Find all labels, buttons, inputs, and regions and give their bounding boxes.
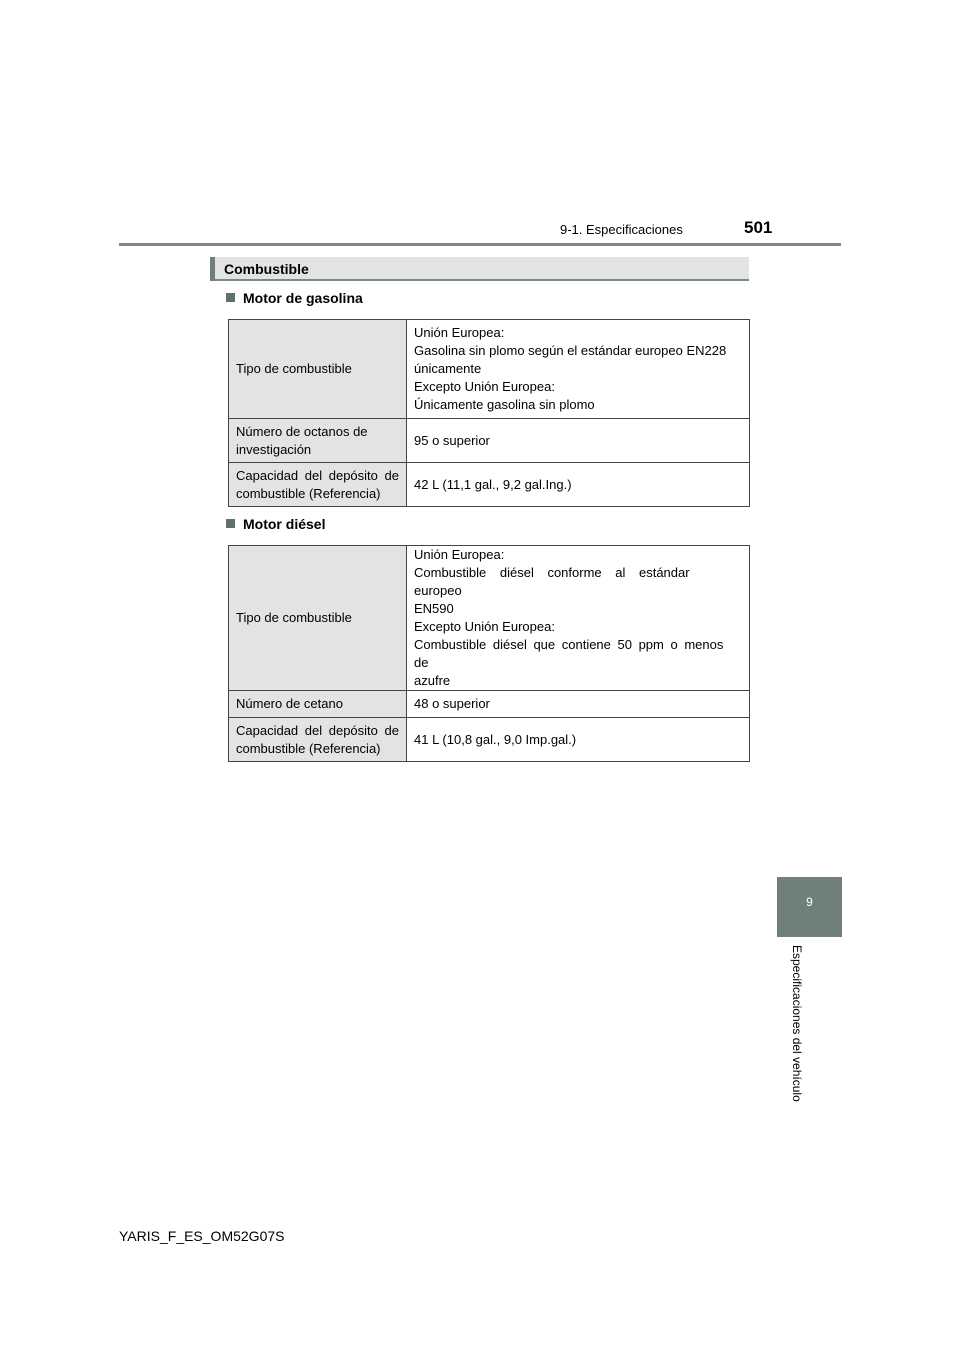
diesel-spec-table [228, 545, 750, 762]
table-row [229, 320, 750, 419]
value-line: azufre [414, 673, 451, 688]
header-divider [119, 243, 841, 246]
row-key [229, 718, 407, 762]
row-value: 41 L (10,8 gal., 9,0 Imp.gal.) [407, 718, 750, 762]
table-row [229, 463, 750, 507]
value-line: Excepto Unión Europea: [414, 379, 555, 394]
chapter-label: Especificaciones del vehículo [790, 945, 804, 1102]
value-line: Excepto Unión Europea: [414, 619, 555, 634]
value-line: EN590 [414, 601, 454, 616]
row-key: Número de cetano [229, 691, 407, 718]
key-line: Capacidad del depósito de [236, 722, 399, 738]
square-bullet-icon [226, 519, 235, 528]
row-key: Tipo de combustible [229, 320, 407, 419]
key-line: Capacidad del depósito de [236, 467, 399, 483]
row-value: 42 L (11,1 gal., 9,2 gal.Ing.) [407, 463, 750, 507]
value-line: Unión Europea: [414, 325, 505, 340]
value-line: Combustible diésel conforme al estándar europeo [414, 565, 690, 598]
subheading-gasoline-label: Motor de gasolina [243, 290, 363, 306]
section-accent [210, 257, 215, 281]
row-key [229, 463, 407, 507]
row-key [229, 419, 407, 463]
value-line: Únicamente gasolina sin plomo [414, 397, 595, 412]
table-row [229, 419, 750, 463]
footer-code: YARIS_F_ES_OM52G07S [119, 1228, 285, 1244]
value-line: únicamente [414, 361, 482, 376]
subheading-diesel-label: Motor diésel [243, 516, 326, 532]
table-row [229, 546, 750, 691]
subheading-gasoline [226, 290, 363, 306]
row-key: Tipo de combustible [229, 546, 407, 691]
table-row [229, 718, 750, 762]
section-title: Combustible [224, 261, 309, 277]
chapter-tab [777, 877, 842, 937]
key-line: Número de octanos de [236, 423, 368, 439]
row-value [407, 320, 750, 419]
row-value [407, 546, 750, 691]
gasoline-spec-table [228, 319, 750, 507]
key-line: combustible (Referencia) [236, 485, 381, 501]
row-value: 95 o superior [407, 419, 750, 463]
value-line: Combustible diésel que contiene 50 ppm o menos de [414, 637, 724, 670]
value-line: Gasolina sin plomo según el estándar europeo EN228 [414, 343, 727, 358]
value-line: Unión Europea: [414, 547, 505, 562]
row-value: 48 o superior [407, 691, 750, 718]
section-header-bar [210, 257, 749, 281]
page-number: 501 [744, 218, 773, 237]
table-row [229, 691, 750, 718]
key-line: investigación [236, 441, 312, 457]
key-line: combustible (Referencia) [236, 740, 381, 756]
square-bullet-icon [226, 293, 235, 302]
header-section-title: 9-1. Especificaciones [560, 222, 683, 237]
chapter-number: 9 [806, 895, 813, 909]
subheading-diesel [226, 516, 325, 532]
